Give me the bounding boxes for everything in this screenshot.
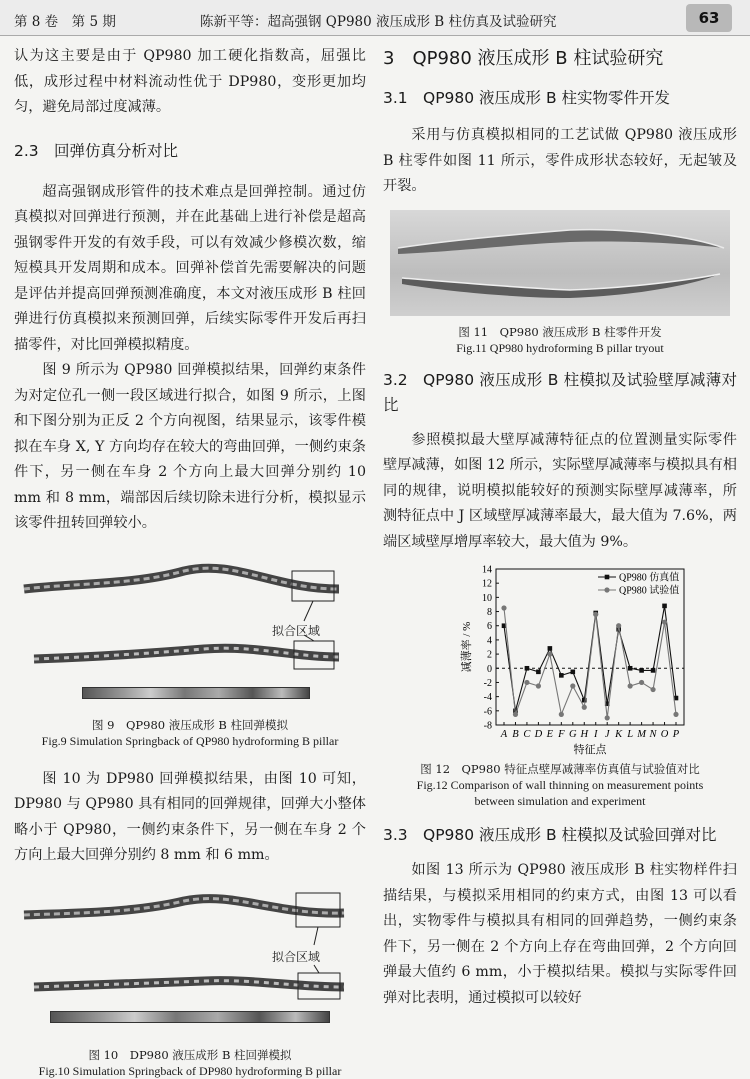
x-tick-label: K	[615, 729, 623, 740]
fig10-caption-cn: 图 10 DP980 液压成形 B 柱回弹模拟	[88, 1047, 292, 1062]
series-2-point	[616, 623, 621, 628]
figure-10	[14, 883, 366, 1037]
y-tick-label: 8	[487, 607, 492, 619]
series-2-point	[673, 712, 678, 717]
x-tick-label: I	[593, 729, 598, 740]
series-2-point	[559, 712, 564, 717]
series-1-point	[525, 666, 530, 671]
y-tick-label: 0	[487, 663, 492, 675]
y-axis-label: 减薄率 / %	[461, 621, 473, 673]
b-pillar-photo	[390, 210, 730, 316]
x-tick-label: L	[627, 729, 634, 740]
paragraph-5: 采用与仿真模拟相同的工艺试做 QP980 液压成形 B 柱零件如图 11 所示，零件成形状态较好，无起皱及开裂。	[383, 127, 737, 194]
x-tick-label: P	[672, 729, 680, 740]
series-1-point	[548, 646, 553, 651]
series-2-point	[547, 651, 552, 656]
section-title: QP980 液压成形 B 柱模拟及试验壁厚减薄对比	[383, 370, 737, 414]
right-column	[383, 44, 737, 1011]
figure-11-photo	[390, 210, 730, 316]
series-1-point	[571, 670, 576, 675]
figure-9	[14, 549, 366, 709]
y-tick-label: 4	[487, 635, 492, 647]
series-2-point	[501, 605, 506, 610]
y-tick-label: -6	[483, 706, 492, 718]
legend-marker-2	[604, 587, 609, 592]
series-line-2	[504, 608, 676, 718]
journal-volume-issue: 第 8 卷 第 5 期	[14, 14, 116, 30]
series-1-point	[559, 673, 564, 678]
fig12-caption-en-line2: between simulation and experiment	[474, 794, 646, 808]
x-tick-label: H	[580, 729, 589, 740]
page-number: 63	[686, 4, 732, 32]
series-1-point	[536, 670, 541, 675]
fit-region-label: 拟合区域	[272, 623, 321, 638]
fig9-color-legend	[82, 687, 310, 699]
section-title: 回弹仿真分析对比	[54, 141, 179, 160]
series-2-point	[536, 683, 541, 688]
fit-region-label: 拟合区域	[272, 949, 321, 964]
section-title: QP980 液压成形 B 柱模拟及试验回弹对比	[423, 826, 717, 844]
paragraph-7: 如图 13 所示为 QP980 液压成形 B 柱实物样件扫描结果，与模拟采用相同的约束方式，由图 13 可以看出，实物零件与模拟具有相同的回弹趋势，一侧约束条件下，另一侧在 2 个方向上存在弯曲回弹，2 个方向回弹最大值约 6 mm，小于模拟结果。模拟与实际零件回弹对比表明，通过模拟可以较好	[383, 862, 737, 1006]
series-2-point	[513, 712, 518, 717]
x-tick-label: J	[604, 729, 610, 740]
section-number: 3.2	[383, 370, 408, 389]
series-2-point	[639, 680, 644, 685]
fig12-caption-cn: 图 12 QP980 特征点壁厚减薄率仿真值与试验值对比	[420, 762, 700, 776]
paragraph-6: 参照模拟最大壁厚减薄特征点的位置测量实际零件壁厚减薄，如图 12 所示，实际壁厚减薄率与模拟具有相同的规律，说明模拟能较好的预测实际壁厚减薄率，所测特征点中 J 区域壁厚减薄率最大，最大值为 7.6%，两端区域壁厚增厚率较大，最大值为 9%。	[383, 431, 737, 550]
section-2-3-heading	[14, 139, 366, 164]
fig10-caption-en: Fig.10 Simulation Springback of DP980 hydroforming B pillar	[38, 1063, 342, 1078]
series-2-point	[650, 687, 655, 692]
y-tick-label: -2	[483, 677, 492, 689]
series-2-point	[662, 620, 667, 625]
series-2-point	[570, 683, 575, 688]
x-tick-label: C	[523, 729, 531, 740]
y-tick-label: 2	[487, 649, 492, 661]
paragraph-4: 图 10 为 DP980 回弹模拟结果，由图 10 可知，DP980 与 QP980 具有相同的回弹规律，回弹大小整体略小于 QP980，一侧约束条件下，另一侧在车身 2 个方向上最大回弹分别约 8 mm 和 6 mm。	[14, 770, 366, 863]
section-3-1-heading	[383, 86, 737, 111]
fig9-caption-en: Fig.9 Simulation Springback of QP980 hydroforming B pillar	[41, 733, 339, 748]
legend-label-2: QP980 试验值	[619, 585, 680, 597]
series-2-point	[593, 612, 598, 617]
x-axis-label: 特征点	[573, 744, 607, 756]
fig11-caption-en: Fig.11 QP980 hydroforming B pillar tryout	[456, 340, 664, 355]
x-tick-label: O	[660, 729, 669, 740]
section-number: 2.3	[14, 141, 39, 160]
x-tick-label: E	[546, 729, 554, 740]
series-2-point	[582, 705, 587, 710]
x-tick-label: G	[569, 729, 577, 740]
series-1-point	[651, 668, 656, 673]
x-tick-label: M	[637, 729, 646, 740]
thinning-chart	[420, 563, 700, 759]
y-tick-label: -4	[483, 692, 492, 704]
section-3-heading: 3 QP980 液压成形 B 柱试验研究	[383, 48, 664, 69]
x-tick-label: B	[512, 729, 519, 740]
y-tick-label: 10	[482, 592, 492, 604]
series-2-point	[524, 680, 529, 685]
section-3-3-heading	[383, 823, 737, 848]
section-title: QP980 液压成形 B 柱实物零件开发	[423, 89, 671, 107]
series-1-point	[628, 666, 633, 671]
series-2-point	[628, 683, 633, 688]
y-tick-label: 6	[487, 621, 492, 633]
paragraph-3: 图 9 所示为 QP980 回弹模拟结果，回弹约束条件为对定位孔一侧一段区域进行拟合，如图 9 所示，上图和下图分别为正反 2 个方向视图，结果显示，该零件模拟在车身 X, Y 方向均存在较大的弯曲回弹，一侧约束条件下，另一侧在车身 2 个方向上最大回弹分别约 10 mm 和 8 mm，端部因后续切除未进行分析，模拟显示该零件扭转回弹较小。	[14, 362, 366, 531]
running-title: 陈新平等：超高强钢 QP980 液压成形 B 柱仿真及试验研究	[200, 14, 557, 30]
legend-label-1: QP980 仿真值	[619, 572, 680, 584]
fig11-caption-cn: 图 11 QP980 液压成形 B 柱零件开发	[458, 324, 662, 339]
x-tick-label: D	[534, 729, 543, 740]
series-2-point	[605, 715, 610, 720]
fig10-color-legend	[50, 1011, 330, 1023]
section-3-2-heading	[383, 368, 737, 418]
y-tick-label: -8	[483, 720, 492, 732]
series-1-point	[662, 604, 667, 609]
paragraph-1: 认为这主要是由于 QP980 加工硬化指数高，屈强比低，成形过程中材料流动性优于 DP980，变形更加均匀，避免局部过度减薄。	[14, 48, 366, 115]
x-tick-label: F	[558, 729, 565, 740]
y-tick-label: 14	[482, 564, 492, 576]
x-tick-label: N	[649, 729, 657, 740]
paragraph-2: 超高强钢成形管件的技术难点是回弹控制。通过仿真模拟对回弹进行预测，并在此基础上进行补偿是超高强钢零件开发的有效手段，可以有效减少修模次数，缩短模具开发周期和成本。回弹补偿首先需要解决的问题是评估并提高回弹预测准确度，本文对液压成形 B 柱回弹进行仿真模拟来预测回弹，后续实际零件开发后再扫描零件，对比回弹模拟精度。	[14, 183, 366, 353]
fig12-caption-en-line1: Fig.12 Comparison of wall thinning on measurement points	[416, 778, 704, 792]
legend-marker-1	[605, 575, 610, 580]
series-1-point	[639, 668, 644, 673]
x-tick-label: A	[500, 729, 508, 740]
figure-12-chart	[420, 563, 700, 759]
left-column	[14, 44, 366, 1079]
y-tick-label: 12	[482, 578, 492, 590]
section-number: 3.3	[383, 826, 408, 844]
page-header	[0, 0, 750, 36]
section-number: 3.1	[383, 89, 408, 107]
fig9-caption-cn: 图 9 QP980 液压成形 B 柱回弹模拟	[91, 717, 288, 732]
